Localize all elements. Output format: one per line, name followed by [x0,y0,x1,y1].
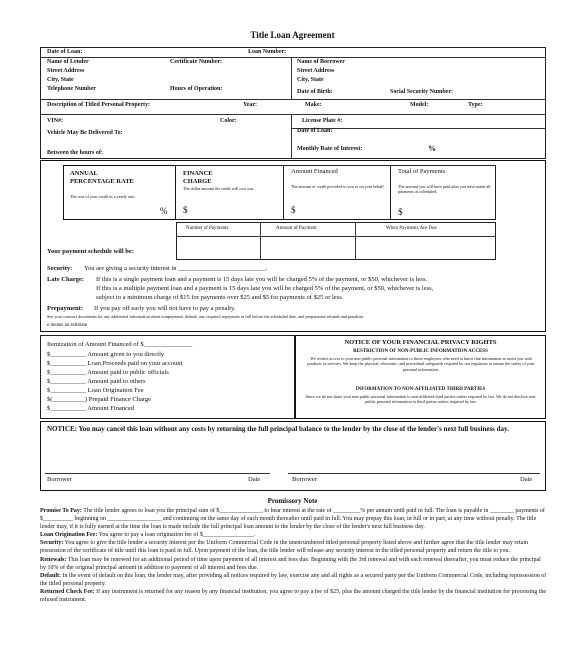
privacy-subheading-third-party: INFORMATION TO NON-AFFILIATED THIRD PARTIES [355,387,486,392]
privacy-text-restriction: We restrict access to your non-public personal information to those employees who need to know that information to assist you with products or services. We keep the physical, electronic, and procedural safeguards required by our regulators to ensure the safety of your personal information. [307,356,535,372]
itemization-heading: Itemization of Amount Financed of $_______________ [47,341,193,348]
estimate-note: e means an estimate [47,323,88,328]
prepayment-label: Prepayment: [47,305,83,312]
apr-title: ANNUAL PERCENTAGE RATE [70,170,134,185]
schedule-header-number: Number of Payments [186,226,229,231]
late-charge-line-3: subject to a minimum charge of $15 for payments over $25 and $5 for payments of $25 or less. [96,294,344,301]
security-paragraph: Security: You agree to give the title lender a security interest per the Uniform Commercial Code in the unencumbered titled personal property listed above and further agree that the title lender may retain possession of the certificate of title until this loan is paid in full. Upon payment of the loan, the title lender will release any security interest in the titled personal property and return the title to you. [40,540,529,555]
between-hours-label: Between the hours of: [47,150,103,156]
lender-name-label: Name of Lender [47,59,89,65]
amount-financed-unit: $ [291,205,296,215]
borrower-signature-line-2[interactable] [288,473,540,474]
apr-unit: % [160,206,168,216]
license-plate-label: License Plate #: [302,118,343,124]
year-label: Year: [243,102,257,108]
certificate-number-label: Certificate Number: [170,59,223,65]
borrower-label-2: Borrower [292,476,317,483]
privacy-heading: NOTICE OF YOUR FINANCIAL PRIVACY RIGHTS [344,339,497,346]
itemization-item: $___________ Loan Origination Fee [47,387,144,394]
borrower-name-label: Name of Borrower [297,59,345,65]
loan-number-label: Loan Number: [248,49,287,55]
payment-schedule-label: Your payment schedule will be: [47,248,134,255]
amount-financed-title: Amount Financed [291,168,338,175]
total-payments-desc: The amount you will have paid after you have made all payments as scheduled. [398,184,491,195]
privacy-text-third-party: Since we do not share your non-public personal information to non-affiliated third parties unless required by law. We do not disclose non-public personal information to third parties unless required by law. [305,394,537,405]
late-charge-label: Late Charge: [47,276,85,283]
origination-fee-paragraph: Loan Origination Fee: You agree to pay a loan origination fee of $_________________. [40,532,256,539]
notice-label: NOTICE: [47,425,77,433]
itemization-item: $___________ Amount Financed [47,405,135,412]
promissory-heading: Promissory Note [267,497,318,505]
prepayment-text: If you pay off early you will not have to pay a penalty. [94,305,236,312]
notice-body: You may cancel this loan without any costs by returning the full principal balance to the lender by the close of the lender's next full business day. [78,425,509,433]
itemization-item: $___________ Loan Proceeds paid on your account [47,360,183,367]
hours-of-operation-label: Hours of Operation: [170,86,223,92]
lender-city-label: City, State [47,77,74,83]
contract-note: See your contract documents for any additional information about nonpayment, default, any required repayment in full before the scheduled date, and prepayment refunds and penalties. [47,314,365,319]
date-label-2: Date [520,476,533,483]
privacy-subheading-restriction: RESTRICTION OF NON-PUBLIC INFORMATION ACCESS [353,349,488,354]
monthly-rate-percent: % [428,144,436,153]
date-of-loan-label: Date of Loan: [47,49,83,55]
finance-charge-desc: The dollar amount the credit will cost you. [183,186,255,191]
security-text: You are giving a security interest in ___________________________. [84,265,268,272]
monthly-rate-label: Monthly Rate of Interest: [297,146,363,152]
type-label: Type: [468,102,483,108]
make-label: Make: [305,102,322,108]
borrower-city-label: City, State [297,77,324,83]
borrower-label-1: Borrower [47,476,72,483]
finance-charge-title: FINANCE CHARGE [183,170,213,185]
date-of-loan-2-label: Date of Loan: [297,128,333,134]
vehicle-delivered-label: Vehicle May Be Delivered To: [47,130,123,136]
promissory-body [40,507,548,604]
promise-to-pay-paragraph: Promise To Pay: The title lender agrees to loan you the principal sum of $______________, to bear interest at the rate of _________% per annum until paid in full. The loan is payable in ________ payments of $__________ beginning on __________________ and continuing on the same day of each month thereafter until paid in full. You may prepay this loan, in full or in part, at any time without penalty. The title lender may, if it is fully earned at the time the loan is made include the full principal loan amount to the lender by the close of the lender's next full business day. [40,508,545,531]
itemization-item: $___________ Amount paid to others [47,378,146,385]
itemization-item: $(__________) Prepaid Finance Charge [47,396,152,403]
itemization-item: $___________ Amount given to you directly [47,351,165,358]
amount-financed-desc: The amount of credit provided to you or on your behalf. [291,184,385,189]
lender-phone-label: Telephone Number [47,86,96,92]
late-charge-line-2: If this is a multiple payment loan and a payment is 15 days late you will be charged 5% of the payment, or $50, whichever is less, [96,285,434,292]
finance-charge-unit: $ [183,205,188,215]
itemization-item: $___________ Amount paid to public officials [47,369,169,376]
borrower-street-label: Street Address [297,68,335,74]
total-payments-unit: $ [398,207,403,217]
renewals-paragraph: Renewals: This loan may be renewed for an additional period of time upon payment of all interest and fees due. Beginning with the 3rd renewal and with each renewal thereafter, you must reduce the principal by 10% of the original principal amount in addition to payment of all interest and fees due. [40,556,541,571]
security-label: Security: [47,265,73,272]
date-label-1: Date [248,476,261,483]
privacy-box [295,335,546,419]
apr-desc: The cost of your credit as a yearly rate. [70,194,136,199]
late-charge-line-1: If this is a single payment loan and a payment is 15 days late you will be charged 5% of the payment, or $50, whichever is less. [96,276,428,283]
page-title: Title Loan Agreement [250,30,335,40]
color-label: Color: [220,118,237,124]
schedule-header-amount: Amount of Payment [276,226,317,231]
borrower-signature-line-1[interactable] [45,473,270,474]
property-description-label: Description of Titled Personal Property: [47,102,150,108]
default-paragraph: Default: In the event of default on this loan, the lender may, after providing all notices required by law, exercise any and all rights as a secured party per the Uniform Commercial Code, including repossession of the titled personal property. [40,572,547,587]
vin-label: VIN#: [47,118,63,124]
returned-check-paragraph: Returned Check Fee: If any instrument is returned for any reason by any financial institution, you agree to pay a fee of $25, plus the amount charged the title lender by the financial institution for processing the refused instrument. [40,588,547,604]
schedule-header-due: When Payments Are Due [386,226,437,231]
lender-street-label: Street Address [47,68,85,74]
notice-text [47,425,539,434]
ssn-label: Social Security Number: [390,89,453,95]
date-of-birth-label: Date of Birth: [297,89,333,95]
model-label: Model: [410,102,429,108]
total-payments-title: Total of Payments [398,168,446,175]
